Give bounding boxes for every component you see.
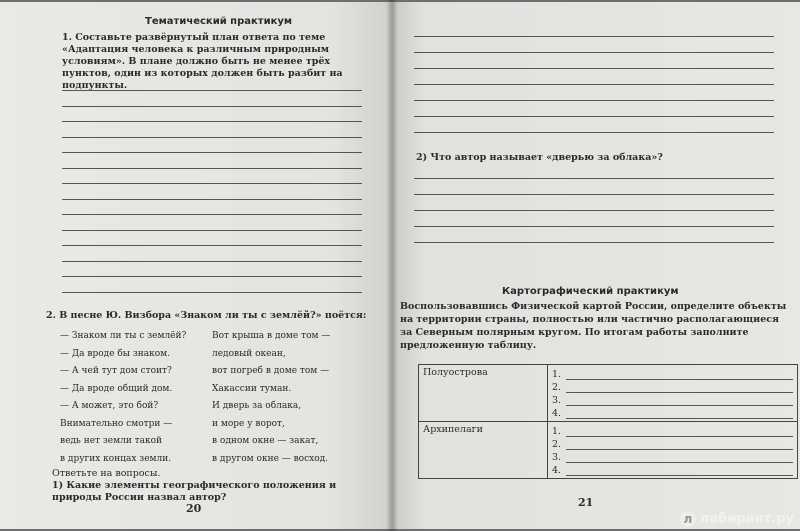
poem-line: Хакассии туман. (212, 383, 292, 394)
answer-slot[interactable]: 1. (552, 367, 793, 380)
left-page (0, 2, 392, 529)
answer-line[interactable] (414, 84, 774, 85)
row-label: Полуострова (419, 365, 548, 422)
poem-line: Внимательно смотри — (60, 418, 173, 429)
answer-line[interactable] (414, 194, 774, 195)
answer-line[interactable] (62, 106, 362, 107)
answer-line[interactable] (62, 183, 362, 184)
answer-line[interactable] (62, 245, 362, 246)
question-2: 2) Что автор называет «дверью за облака»? (416, 152, 663, 163)
poem-line: Вот крыша в доме том — (212, 331, 331, 341)
poem-line: ледовый океан, (212, 348, 286, 359)
task-1-text: 1. Составьте развёрнутый план ответа по теме «Адаптация человека к различным природным условиям». В плане должно быть не менее трёх пунктов, один из которых должен быть разбит на подпункты. (62, 32, 343, 91)
page-number-right: 21 (578, 496, 594, 509)
answer-line[interactable] (62, 121, 362, 122)
answer-slot[interactable]: 3. (552, 393, 793, 406)
poem-line: — А чей тут дом стоит? (60, 366, 172, 376)
answer-prompt: Ответьте на вопросы. (52, 468, 161, 479)
answer-line[interactable] (414, 210, 774, 211)
answer-line[interactable] (414, 116, 774, 117)
objects-table (418, 364, 798, 479)
answer-line[interactable] (62, 261, 362, 262)
answer-line[interactable] (414, 68, 774, 69)
poem-line: в других концах земли. (60, 453, 172, 464)
book-spine (386, 0, 398, 531)
answer-slot[interactable]: 1. (552, 424, 793, 437)
answer-line[interactable] (414, 226, 774, 227)
poem-line: — А может, это бой? (60, 401, 159, 411)
answer-line[interactable] (62, 276, 362, 277)
answer-line[interactable] (414, 52, 774, 53)
answer-slots (548, 365, 798, 422)
poem-line: вот погреб в доме том — (212, 366, 330, 376)
poem-line: — Да вроде общий дом. (60, 383, 173, 394)
answer-slot[interactable]: 3. (552, 450, 793, 463)
poem-left-column (60, 328, 186, 468)
poem-line: в одном окне — закат, (212, 436, 319, 446)
poem-line: ведь нет земли такой (60, 436, 163, 446)
answer-line[interactable] (414, 132, 774, 133)
answer-line[interactable] (62, 152, 362, 153)
answer-slots (548, 422, 798, 479)
answer-slot[interactable]: 2. (552, 380, 793, 393)
poem-line: в другом окне — восход. (212, 453, 329, 464)
poem-line: и море у ворот, (212, 418, 285, 429)
answer-line[interactable] (414, 36, 774, 37)
row-label: Архипелаги (419, 422, 548, 479)
answer-slot[interactable]: 4. (552, 406, 793, 419)
answer-line[interactable] (414, 242, 774, 243)
answer-line[interactable] (62, 292, 362, 293)
answer-line[interactable] (62, 230, 362, 231)
right-heading: Картографический практикум (502, 286, 679, 297)
answer-line[interactable] (62, 199, 362, 200)
labyrinth-logo-icon: л (680, 511, 696, 527)
cartographic-task-text: Воспользовавшись Физической картой России, определите объекты на территории страны, полностью или частично располагающиеся за Северным полярным кругом. По итогам работы заполните предложенную таблицу. (400, 301, 787, 351)
question-1: 1) Какие элементы географического положения и природы России назвал автор? (52, 480, 337, 503)
answer-line[interactable] (62, 137, 362, 138)
answer-line[interactable] (414, 178, 774, 179)
answer-line[interactable] (62, 168, 362, 169)
poem-line: И дверь за облака, (212, 401, 302, 411)
poem-line: — Знаком ли ты с землёй? (60, 331, 187, 341)
answer-line[interactable] (414, 100, 774, 101)
site-watermark: л лабиринт.ру (680, 511, 794, 527)
table-row (419, 365, 798, 422)
poem-line: — Да вроде бы знаком. (60, 348, 170, 359)
answer-line[interactable] (62, 90, 362, 91)
page-number-left: 20 (186, 502, 202, 515)
table-row (419, 422, 798, 479)
answer-line[interactable] (62, 214, 362, 215)
task-2-text: 2. В песне Ю. Визбора «Знаком ли ты с землёй?» поётся: (46, 310, 367, 321)
left-heading: Тематический практикум (145, 16, 293, 27)
answer-slot[interactable]: 4. (552, 463, 793, 476)
answer-slot[interactable]: 2. (552, 437, 793, 450)
poem-right-column (212, 328, 330, 468)
